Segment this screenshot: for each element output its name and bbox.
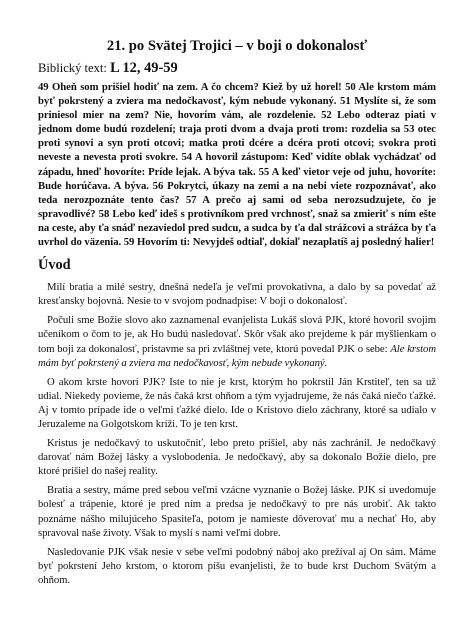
scripture-text: 49 Oheň som prišiel hodiť na zem. A čo chcem? Kiež by už horel! 50 Ale krstom mám byť pokrstený a zviera ma nedočkavosť, kým nebude vykonaný. 51 Myslíte si, že som priniesol mier na zem? Nie, hovorím vám, ale rozdelenie. 52 Lebo odteraz piati v jednom dome budú rozdelení; traja proti dvom a dvaja proti trom: rozdelia sa 53 otec proti synovi a syn proti otcovi; matka proti dcére a dcéra proti otcovi; svokra proti neveste a nevesta proti svokre. 54 A hovoril zástupom: Keď vidíte oblak vychádzať od západu, hneď hovoríte: Príde lejak. A býva tak. 55 A keď vietor veje od juhu, hovoríte: Bude horúčava. A býva. 56 Pokrytci, úkazy na zemi a na nebi viete rozpoznávať, ako teda nerozpoznáte tento čas? 57 A prečo aj sami od seba nerozsudzujete, čo je spravodlivé? 58 Lebo keď ideš s protivníkom pred vrchnosť, snaž sa zmieriť s ním ešte na ceste, aby ťa snáď nezaviedol pred sudcu, a sudca by ťa dal strážcovi a strážca by ťa uvrhol do väzenia. 59 Hovorím ti: Nevyjdeš odtiaľ, dokiaľ nezaplatíš aj posledný halier! [38, 81, 436, 249]
reading-reference: L 12, 49-59 [110, 60, 178, 76]
paragraph: Kristus je nedočkavý to uskutočniť, lebo preto prišiel, aby nás zachránil. Je nedočkavý darovať nám Božej lásky a vyslobodenia. Je nedočkavý, aby sa dokonalo Božie dielo, pre ktoré prišiel do našej reality. [38, 437, 436, 478]
paragraph: Milí bratia a milé sestry, dnešná nedeľa je veľmi provokatívna, a dalo by sa povedať až kresťansky bojovná. Nesie to v svojom podnadpise: V boji o dokonalosť. [38, 281, 436, 308]
paragraph [38, 313, 436, 369]
sermon-title: 21. po Svätej Trojici – v boji o dokonalosť [106, 38, 368, 54]
bible-reading-line [38, 60, 436, 76]
section-heading: Úvod [38, 257, 71, 274]
paragraph: Bratia a sestry, máme pred sebou veľmi vzácne vyznanie o Božej láske. PJK si uvedomuje bolesť a trápenie, ktoré je pred ním a predsa je nedočkavý to pre nás urobiť. Ak takto poznáme nášho milujúceho Spasiteľa, potom je namieste dôverovať mu a nechať Ho, aby spravoval naše životy. Však to myslí s nami veľmi dobre. [38, 484, 436, 539]
scripture-quote: Ale krstom mám byť pokrstený a zviera ma nedočkavosť, kým nebude vykonaný. [38, 342, 436, 369]
paragraph: Nasledovanie PJK však nesie v sebe veľmi podobný náboj ako prežíval aj On sám. Máme byť pokrstení Jeho krstom, o ktorom píšu evanjelisti, že to bude krst Duchom Svätým a ohňom. [38, 545, 436, 586]
paragraph: O akom krste hovorí PJK? Iste to nie je krst, ktorým ho pokrstil Ján Krstiteľ, ten sa už udial. Niekedy povieme, že nás čaká krst ohňom a tým vyjadrujeme, že nás čaká niečo ťažké. Aj v tomto prípade ide o veľmi ťažké dielo. Ide o Kristovo dielo záchrany, ktoré sa udialo v Jeruzaleme na Golgotskom kríži. To je ten krst. [38, 375, 436, 430]
reading-label: Biblický text: [38, 61, 107, 75]
section-body [38, 280, 436, 587]
paragraph-text: Počuli sme Božie slovo ako zaznamenal evanjelista Lukáš slová PJK, ktoré hovoril svojim učeníkom o čom to je, ak Ho budú nasledovať. Skôr však ako prejdeme k pár myšlienkam o tom boji za dokonalosť, pristavme sa pri zvláštnej vete, ktorú povedal PJK o sebe: [38, 314, 436, 355]
